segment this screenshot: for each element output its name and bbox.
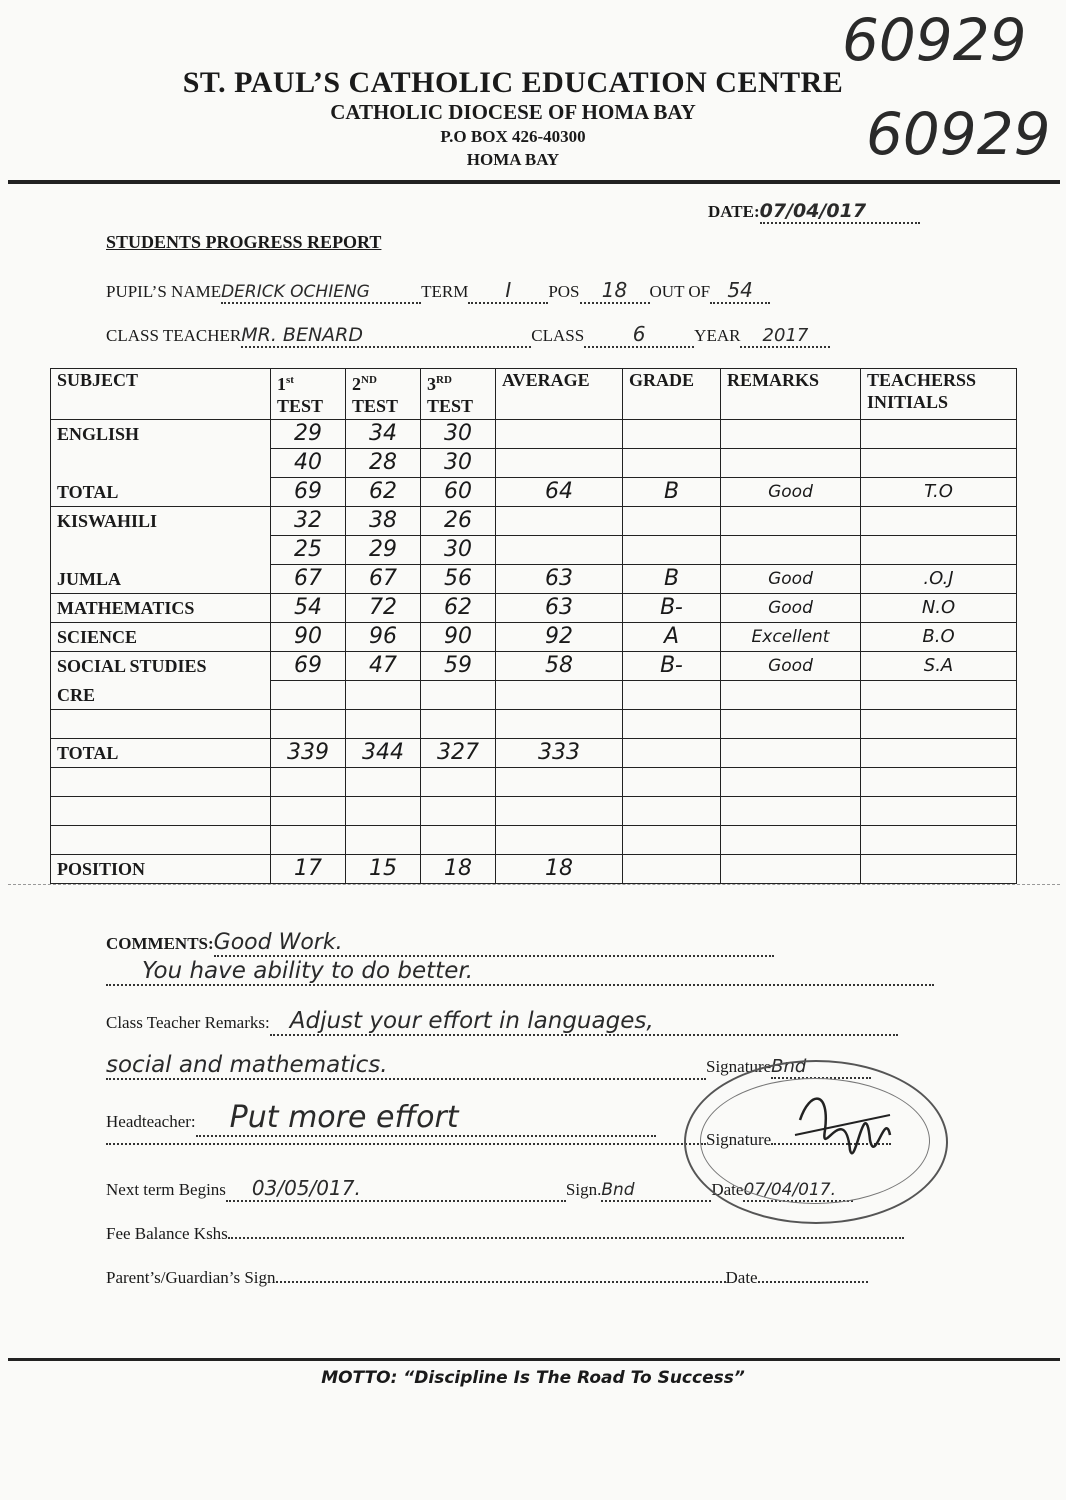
average-cell <box>496 420 623 449</box>
grade-cell: B <box>623 478 721 507</box>
parent-sign-line <box>106 1268 868 1288</box>
teacher-signature-label: Signature <box>706 1057 772 1076</box>
average-cell <box>496 507 623 536</box>
subject-cell <box>51 797 271 826</box>
grade-cell <box>623 739 721 768</box>
average-cell: 64 <box>496 478 623 507</box>
test-1-cell: 90 <box>271 623 346 652</box>
test-3-cell <box>421 710 496 739</box>
subject-cell: MATHEMATICS <box>51 594 271 623</box>
test-2-cell: 38 <box>346 507 421 536</box>
table-row <box>51 710 1017 739</box>
remarks-cell: Good <box>721 652 861 681</box>
headteacher-signature-label: Signature <box>706 1130 772 1149</box>
subject-cell <box>51 710 271 739</box>
average-cell <box>496 449 623 478</box>
average-cell: 92 <box>496 623 623 652</box>
col-remarks: REMARKS <box>721 369 861 420</box>
test-2-cell: 96 <box>346 623 421 652</box>
remarks-cell: Excellent <box>721 623 861 652</box>
initials-cell <box>861 826 1017 855</box>
table-row <box>51 826 1017 855</box>
test-2-cell: 72 <box>346 594 421 623</box>
town-name: HOMA BAY <box>466 150 560 169</box>
subject-cell: CRE <box>51 681 271 710</box>
col-test-2: 2ND TEST <box>346 369 421 420</box>
average-cell <box>496 797 623 826</box>
table-row <box>51 507 1017 536</box>
test-3-cell: 59 <box>421 652 496 681</box>
test-2-cell: 34 <box>346 420 421 449</box>
headteacher-blank <box>106 1143 706 1145</box>
remarks-cell <box>721 710 861 739</box>
postal-address: P.O BOX 426-40300 <box>440 127 586 146</box>
headteacher-text: Put more effort <box>196 1100 656 1137</box>
test-3-cell: 62 <box>421 594 496 623</box>
handwritten-id-second: 60929 <box>866 100 1051 168</box>
grade-cell <box>623 710 721 739</box>
pos-value: 18 <box>580 278 650 304</box>
test-1-cell: 17 <box>271 855 346 884</box>
date-field <box>708 200 920 224</box>
test-2-cell: 15 <box>346 855 421 884</box>
fee-balance-value <box>228 1237 904 1239</box>
average-cell: 18 <box>496 855 623 884</box>
pupil-name-value: DERICK OCHIENG <box>221 282 421 304</box>
grade-cell: A <box>623 623 721 652</box>
test-2-cell <box>346 681 421 710</box>
table-row <box>51 768 1017 797</box>
grade-cell <box>623 681 721 710</box>
pos-label: POS <box>548 282 580 301</box>
subject-cell: POSITION <box>51 855 271 884</box>
motto-label: MOTTO <box>321 1368 391 1388</box>
test-1-cell: 339 <box>271 739 346 768</box>
col-average: AVERAGE <box>496 369 623 420</box>
grade-cell <box>623 536 721 565</box>
initials-cell <box>861 507 1017 536</box>
grade-cell: B <box>623 565 721 594</box>
table-row <box>51 797 1017 826</box>
fee-balance-line <box>106 1224 904 1244</box>
class-label: CLASS <box>531 326 585 345</box>
test-3-cell: 30 <box>421 420 496 449</box>
initials-cell <box>861 768 1017 797</box>
test-1-cell: 69 <box>271 478 346 507</box>
subject-cell: TOTAL <box>51 739 271 768</box>
table-bottom-rule <box>8 884 1060 885</box>
remarks-cell <box>721 449 861 478</box>
test-1-cell <box>271 681 346 710</box>
subject-cell: JUMLA <box>51 565 271 594</box>
col-grade: GRADE <box>623 369 721 420</box>
initials-cell: N.O <box>861 594 1017 623</box>
initials-cell <box>861 710 1017 739</box>
average-cell: 63 <box>496 594 623 623</box>
subject-cell <box>51 768 271 797</box>
test-2-cell: 47 <box>346 652 421 681</box>
pupil-name-label: PUPIL’S NAME <box>106 282 222 301</box>
subject-cell <box>51 449 271 478</box>
class-teacher-label: CLASS TEACHER <box>106 326 242 345</box>
date-label: DATE: <box>708 202 760 221</box>
comments-line <box>106 930 774 957</box>
initials-cell <box>861 797 1017 826</box>
remarks-cell <box>721 507 861 536</box>
test-1-cell <box>271 768 346 797</box>
pupil-line <box>106 278 770 304</box>
average-cell: 333 <box>496 739 623 768</box>
diocese-name: CATHOLIC DIOCESE OF HOMA BAY <box>330 100 696 124</box>
test-1-cell <box>271 710 346 739</box>
subject-cell <box>51 826 271 855</box>
test-3-cell: 26 <box>421 507 496 536</box>
col-test-3: 3RD TEST <box>421 369 496 420</box>
test-2-cell <box>346 768 421 797</box>
subject-cell: KISWAHILI <box>51 507 271 536</box>
test-1-cell <box>271 797 346 826</box>
initials-cell <box>861 420 1017 449</box>
test-3-cell: 30 <box>421 449 496 478</box>
remarks-cell <box>721 420 861 449</box>
average-cell <box>496 768 623 797</box>
motto-text: : “Discipline Is The Road To Success” <box>390 1368 745 1388</box>
remarks-cell: Good <box>721 565 861 594</box>
test-3-cell: 90 <box>421 623 496 652</box>
class-teacher-value: MR. BENARD <box>241 324 531 348</box>
test-3-cell: 30 <box>421 536 496 565</box>
test-3-cell: 18 <box>421 855 496 884</box>
sign-value: Bnd <box>601 1180 711 1202</box>
grade-cell: B- <box>623 652 721 681</box>
test-1-cell: 69 <box>271 652 346 681</box>
initials-cell <box>861 681 1017 710</box>
next-date-label: Date <box>711 1180 744 1199</box>
table-row <box>51 623 1017 652</box>
table-row <box>51 739 1017 768</box>
subject-cell: ENGLISH <box>51 420 271 449</box>
average-cell <box>496 536 623 565</box>
test-3-cell: 327 <box>421 739 496 768</box>
test-3-cell <box>421 768 496 797</box>
comments-text-2: You have ability to do better. <box>106 958 934 986</box>
parent-sign-label: Parent’s/Guardian’s Sign <box>106 1268 276 1287</box>
average-cell <box>496 710 623 739</box>
test-1-cell: 67 <box>271 565 346 594</box>
test-2-cell: 344 <box>346 739 421 768</box>
test-2-cell: 28 <box>346 449 421 478</box>
table-row <box>51 449 1017 478</box>
remarks-cell <box>721 536 861 565</box>
test-1-cell: 54 <box>271 594 346 623</box>
teacher-remarks-text-2: social and mathematics. <box>106 1052 706 1080</box>
test-2-cell <box>346 826 421 855</box>
footer-divider <box>8 1358 1060 1361</box>
table-header-row <box>51 369 1017 420</box>
initials-cell <box>861 855 1017 884</box>
comments-label: COMMENTS: <box>106 934 214 953</box>
test-3-cell: 56 <box>421 565 496 594</box>
marks-table <box>50 368 1017 884</box>
grade-cell <box>623 855 721 884</box>
grade-cell <box>623 797 721 826</box>
col-initials: TEACHERSS INITIALS <box>861 369 1017 420</box>
test-1-cell: 29 <box>271 420 346 449</box>
motto <box>0 1368 1066 1388</box>
comments-line-2 <box>106 958 934 986</box>
grade-cell <box>623 768 721 797</box>
average-cell <box>496 681 623 710</box>
out-of-label: OUT OF <box>649 282 711 301</box>
average-cell: 63 <box>496 565 623 594</box>
subject-cell: TOTAL <box>51 478 271 507</box>
initials-cell <box>861 536 1017 565</box>
remarks-cell <box>721 768 861 797</box>
fee-balance-label: Fee Balance Kshs <box>106 1224 228 1243</box>
parent-date-label: Date <box>725 1268 758 1287</box>
initials-cell: .O.J <box>861 565 1017 594</box>
teacher-remarks-label: Class Teacher Remarks: <box>106 1013 270 1032</box>
test-1-cell: 32 <box>271 507 346 536</box>
test-2-cell: 29 <box>346 536 421 565</box>
table-row <box>51 536 1017 565</box>
remarks-cell <box>721 797 861 826</box>
test-3-cell <box>421 826 496 855</box>
header-divider <box>8 180 1060 184</box>
table-row <box>51 565 1017 594</box>
report-title: STUDENTS PROGRESS REPORT <box>106 232 382 252</box>
col-subject: SUBJECT <box>51 369 271 420</box>
subject-cell: SOCIAL STUDIES <box>51 652 271 681</box>
remarks-cell: Good <box>721 478 861 507</box>
initials-cell: S.A <box>861 652 1017 681</box>
term-value: I <box>468 278 548 304</box>
table-row <box>51 652 1017 681</box>
comments-text-1: Good Work. <box>214 930 774 957</box>
remarks-cell <box>721 855 861 884</box>
average-cell <box>496 826 623 855</box>
headteacher-signature-scribble <box>790 1080 900 1180</box>
grade-cell <box>623 507 721 536</box>
date-value: 07/04/017 <box>760 200 920 224</box>
subject-cell <box>51 536 271 565</box>
next-term-label: Next term Begins <box>106 1180 226 1199</box>
grade-cell <box>623 420 721 449</box>
teacher-line <box>106 322 830 348</box>
initials-cell <box>861 449 1017 478</box>
teacher-signature: Bnd <box>771 1056 871 1079</box>
grade-cell <box>623 449 721 478</box>
subject-cell: SCIENCE <box>51 623 271 652</box>
test-2-cell: 62 <box>346 478 421 507</box>
remarks-cell: Good <box>721 594 861 623</box>
col-test-1: 1st TEST <box>271 369 346 420</box>
parent-sign-value <box>276 1281 726 1283</box>
class-value: 6 <box>584 322 694 348</box>
term-label: TERM <box>421 282 469 301</box>
table-row <box>51 420 1017 449</box>
grade-cell: B- <box>623 594 721 623</box>
sign-label: Sign. <box>565 1180 602 1199</box>
initials-cell: T.O <box>861 478 1017 507</box>
remarks-cell <box>721 826 861 855</box>
test-2-cell <box>346 710 421 739</box>
test-2-cell: 67 <box>346 565 421 594</box>
table-row <box>51 478 1017 507</box>
average-cell: 58 <box>496 652 623 681</box>
test-3-cell: 60 <box>421 478 496 507</box>
teacher-remarks-text-1: Adjust your effort in languages, <box>270 1008 898 1036</box>
initials-cell: B.O <box>861 623 1017 652</box>
out-of-value: 54 <box>710 278 770 304</box>
grade-cell <box>623 826 721 855</box>
test-3-cell <box>421 681 496 710</box>
teacher-remarks-line <box>106 1008 898 1036</box>
test-3-cell <box>421 797 496 826</box>
parent-date-value <box>758 1281 868 1283</box>
test-1-cell <box>271 826 346 855</box>
remarks-cell <box>721 739 861 768</box>
table-row <box>51 594 1017 623</box>
next-term-value: 03/05/017. <box>226 1176 566 1202</box>
year-label: YEAR <box>694 326 741 345</box>
initials-cell <box>861 739 1017 768</box>
test-1-cell: 25 <box>271 536 346 565</box>
test-2-cell <box>346 797 421 826</box>
year-value: 2017 <box>740 325 830 348</box>
table-row <box>51 855 1017 884</box>
remarks-cell <box>721 681 861 710</box>
next-date-value: 07/04/017. <box>743 1180 853 1202</box>
table-row <box>51 681 1017 710</box>
headteacher-label: Headteacher: <box>106 1112 196 1131</box>
school-name: ST. PAUL’S CATHOLIC EDUCATION CENTRE <box>182 66 844 99</box>
handwritten-id-top: 60929 <box>842 6 1027 74</box>
test-1-cell: 40 <box>271 449 346 478</box>
